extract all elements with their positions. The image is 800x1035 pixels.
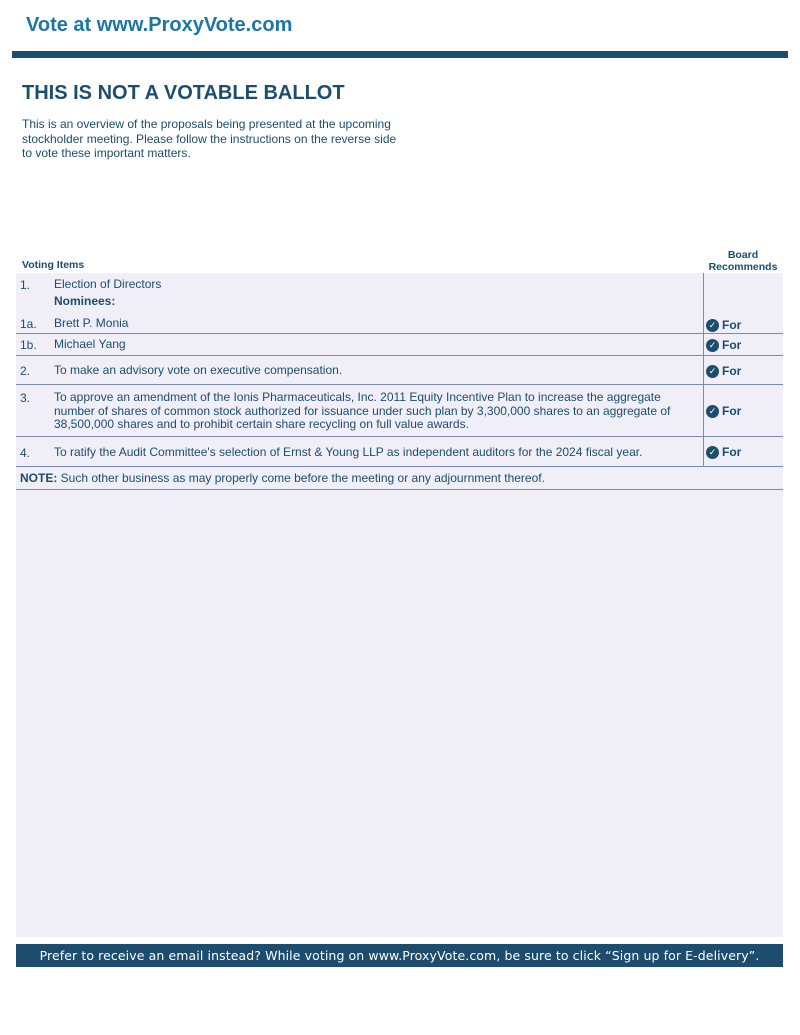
recommendation-label: For xyxy=(722,364,742,378)
recommendation-for xyxy=(706,364,741,378)
board-column-divider xyxy=(703,273,704,467)
table-row-1 xyxy=(16,273,783,334)
recommendation-for xyxy=(706,338,741,352)
item-text: Election of Directors xyxy=(54,277,162,291)
item-text: To make an advisory vote on executive compensation. xyxy=(54,363,343,377)
nominee-name: Brett P. Monia xyxy=(54,316,129,330)
check-circle-icon: ✓ xyxy=(706,446,719,459)
recommendation-for xyxy=(706,318,741,332)
board-header-line2: Recommends xyxy=(708,261,778,273)
item-text: To approve an amendment of the Ionis Pharmaceuticals, Inc. 2011 Equity Incentive Plan to increase the aggregate number of shares of common stock authorized for issuance under such plan by 3,300,000 shares to an aggregate of 38,500,000 shares and to prohibit certain share recycling on full value awards. xyxy=(54,390,671,431)
item-number: 2. xyxy=(20,364,31,378)
recommendation-for xyxy=(706,404,741,418)
item-number: 1. xyxy=(20,278,31,292)
item-text: To ratify the Audit Committee's selection of Ernst & Young LLP as independent auditors for the 2024 fiscal year. xyxy=(54,445,643,459)
board-recommends-header xyxy=(703,249,783,273)
check-circle-icon: ✓ xyxy=(706,365,719,378)
intro-text: This is an overview of the proposals being presented at the upcoming stockholder meeting. Please follow the instructions on the reverse side to vote these important matters. xyxy=(22,117,397,160)
item-number: 1b. xyxy=(20,338,37,352)
recommendation-label: For xyxy=(722,318,742,332)
table-row-2 xyxy=(16,356,783,385)
page-title: THIS IS NOT A VOTABLE BALLOT xyxy=(22,82,345,104)
table-row-4 xyxy=(16,437,783,467)
note-row xyxy=(16,468,783,490)
note-label: NOTE: xyxy=(20,471,58,485)
table-row-1b xyxy=(16,334,783,356)
note-text xyxy=(20,471,545,485)
check-circle-icon: ✓ xyxy=(706,339,719,352)
nominee-name: Michael Yang xyxy=(54,337,126,351)
vote-url-title: Vote at www.ProxyVote.com xyxy=(26,14,293,36)
check-circle-icon: ✓ xyxy=(706,319,719,332)
recommendation-for xyxy=(706,445,741,459)
header-divider-bar xyxy=(12,51,788,58)
voting-items-header: Voting Items xyxy=(22,259,85,271)
recommendation-label: For xyxy=(722,404,742,418)
item-number: 3. xyxy=(20,391,31,405)
check-circle-icon: ✓ xyxy=(706,405,719,418)
recommendation-label: For xyxy=(722,445,742,459)
edelivery-banner: Prefer to receive an email instead? While voting on www.ProxyVote.com, be sure to click “Sign up for E-delivery”. xyxy=(16,944,783,967)
note-body: Such other business as may properly come before the meeting or any adjournment thereof. xyxy=(57,471,545,485)
table-row-3 xyxy=(16,385,783,437)
board-header-line1: Board xyxy=(727,249,759,261)
recommendation-label: For xyxy=(722,338,742,352)
nominees-label: Nominees: xyxy=(54,294,116,308)
item-number: 4. xyxy=(20,446,31,460)
item-number: 1a. xyxy=(20,317,37,331)
